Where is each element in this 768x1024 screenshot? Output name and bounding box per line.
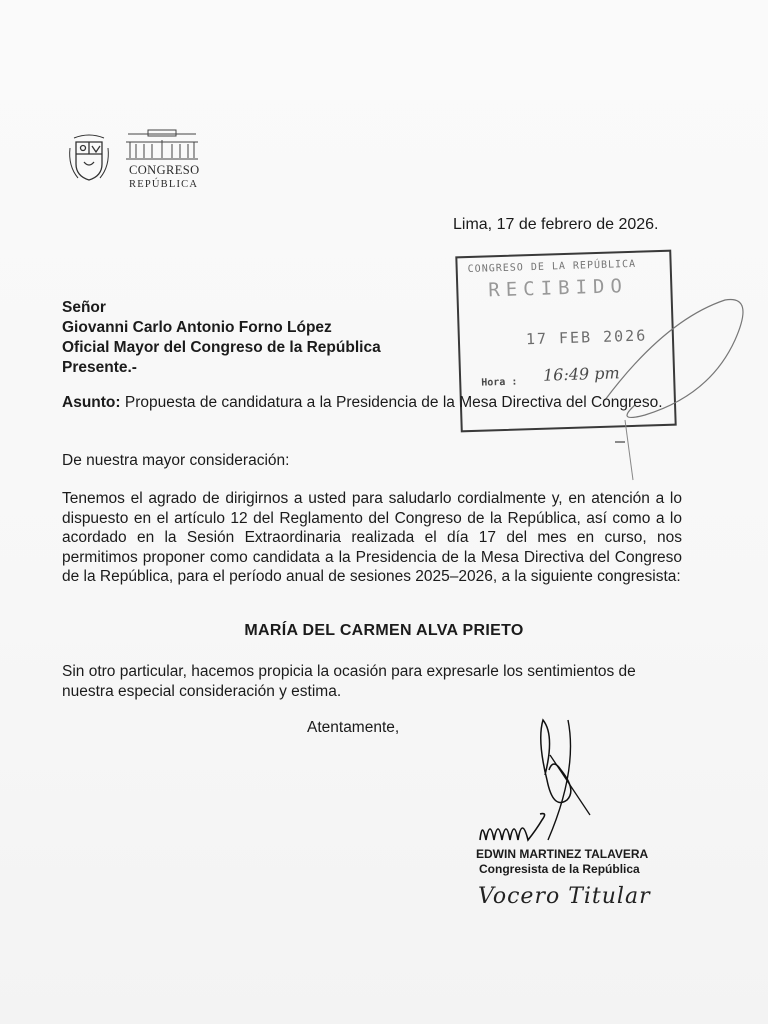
stamp-status: RECIBIDO [488,275,629,302]
letterhead-org-line2: REPÚBLICA [129,179,199,190]
letter-date: Lima, 17 de febrero de 2026. [453,216,659,233]
subject-text: Propuesta de candidatura a la Presidencia de la Mesa Directiva del Congreso. [124,394,663,411]
subject-line [62,393,682,412]
handwritten-signature [440,715,660,855]
sign-off: Atentamente, [307,719,400,736]
addressee-salutation: Señor [62,299,106,316]
signer-name: EDWIN MARTINEZ TALAVERA [476,847,649,861]
stamp-header: CONGRESO DE LA REPÚBLICA [467,258,637,276]
stamp-scribble [585,290,755,490]
congress-building-icon [126,130,198,159]
peru-coat-of-arms-icon [70,135,109,180]
signer-title: Congresista de la República [479,862,640,876]
addressee-name: Giovanni Carlo Antonio Forno López [62,319,332,336]
stamp-hora-label: Hora : [481,376,518,389]
stamp-hora-value: 16:49 pm [542,363,620,385]
letterhead-text [129,163,200,190]
candidate-name: MARÍA DEL CARMEN ALVA PRIETO [244,622,524,639]
addressee-presente: Presente.- [62,359,137,376]
letterhead-org-line1: CONGRESO [129,163,200,177]
greeting: De nuestra mayor consideración: [62,452,290,469]
addressee-block [62,298,381,378]
body-paragraph: Tenemos el agrado de dirigirnos a usted para saludarlo cordialmente y, en atención a lo dispuesto en el artículo 12 del Reglamento del Congreso de la República, así como a lo acordado en la Sesión Extraordinaria realizada el día 17 del mes en curso, nos permitimos proponer como candidata a la Presidencia de la Mesa Directiva del Congreso de la República, para el período anual de sesiones 2025–2026, a la siguiente congresista: [62,490,682,585]
addressee-position: Oficial Mayor del Congreso de la República [62,339,381,356]
signer-block [476,847,648,877]
subject-label: Asunto: [62,394,121,411]
stamp-date: 17 FEB 2026 [525,326,648,349]
handwritten-role: Vocero Titular [478,884,651,909]
closing-paragraph: Sin otro particular, hacemos propicia la ocasión para expresarle los sentimientos de nuestra especial consideración y estima. [62,663,636,700]
